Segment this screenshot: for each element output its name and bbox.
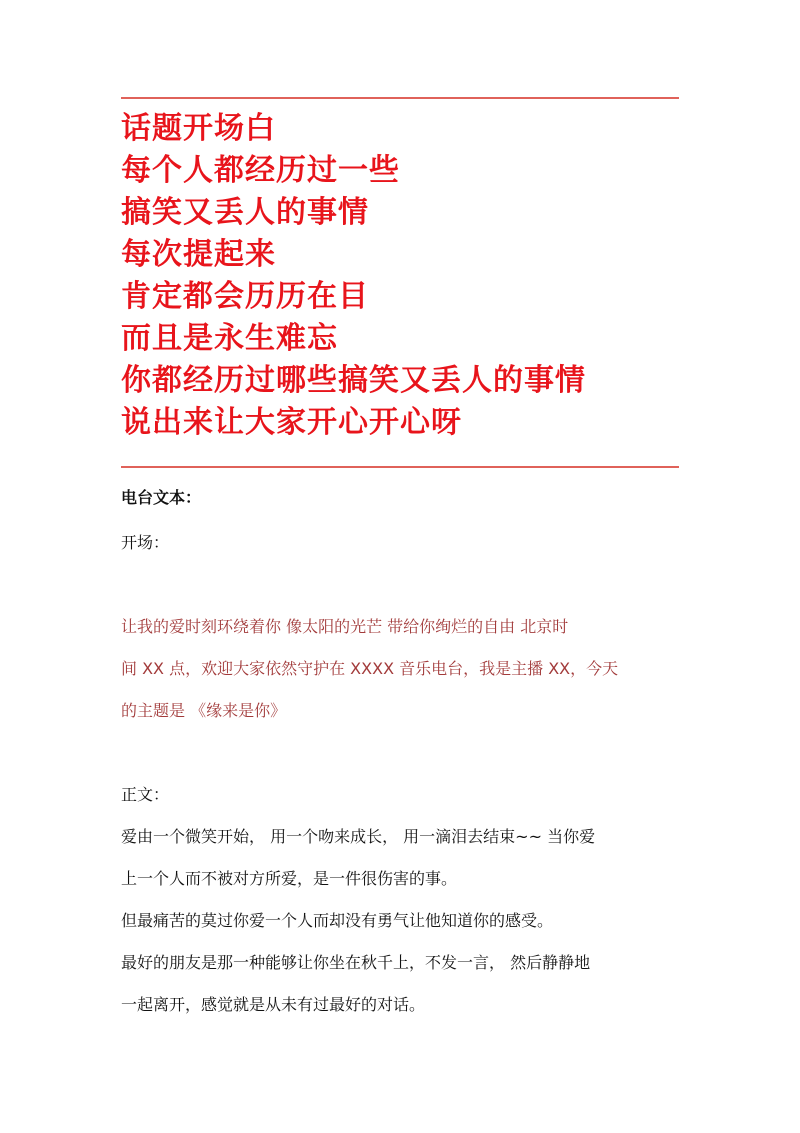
headline-line: 你都经历过哪些搞笑又丢人的事情 bbox=[121, 363, 586, 398]
opening-line: 让我的爱时刻环绕着你 像太阳的光芒 带给你绚烂的自由 北京时 bbox=[121, 617, 569, 636]
headline-line: 肯定都会历历在目 bbox=[121, 279, 369, 314]
body-line: 但最痛苦的莫过你爱一个人而却没有勇气让他知道你的感受。 bbox=[121, 911, 554, 930]
headline-line: 说出来让大家开心开心呀 bbox=[121, 405, 462, 440]
radio-text-label: 电台文本： bbox=[121, 488, 202, 507]
headline-line: 每个人都经历过一些 bbox=[121, 153, 400, 188]
body-line: 最好的朋友是那一种能够让你坐在秋千上，不发一言， 然后静静地 bbox=[121, 953, 591, 972]
headline-line: 搞笑又丢人的事情 bbox=[121, 195, 369, 230]
body-line: 一起离开，感觉就是从未有过最好的对话。 bbox=[121, 995, 426, 1014]
bottom-divider bbox=[121, 466, 679, 468]
topic-headline bbox=[121, 108, 681, 444]
body-label: 正文： bbox=[121, 785, 170, 804]
headline-line: 话题开场白 bbox=[121, 111, 276, 146]
body-line: 爱由一个微笑开始， 用一个吻来成长， 用一滴泪去结束~~ 当你爱 bbox=[121, 827, 596, 846]
body-paragraph bbox=[121, 816, 683, 1026]
headline-line: 而且是永生难忘 bbox=[121, 321, 338, 356]
opening-line: 间 XX 点，欢迎大家依然守护在 XXXX 音乐电台，我是主播 XX，今天 bbox=[121, 659, 619, 678]
opening-label: 开场： bbox=[121, 533, 170, 552]
body-line: 上一个人而不被对方所爱，是一件很伤害的事。 bbox=[121, 869, 458, 888]
opening-line: 的主题是 《缘来是你》 bbox=[121, 701, 287, 720]
headline-line: 每次提起来 bbox=[121, 237, 276, 272]
opening-paragraph bbox=[121, 606, 681, 732]
top-divider bbox=[121, 97, 679, 99]
